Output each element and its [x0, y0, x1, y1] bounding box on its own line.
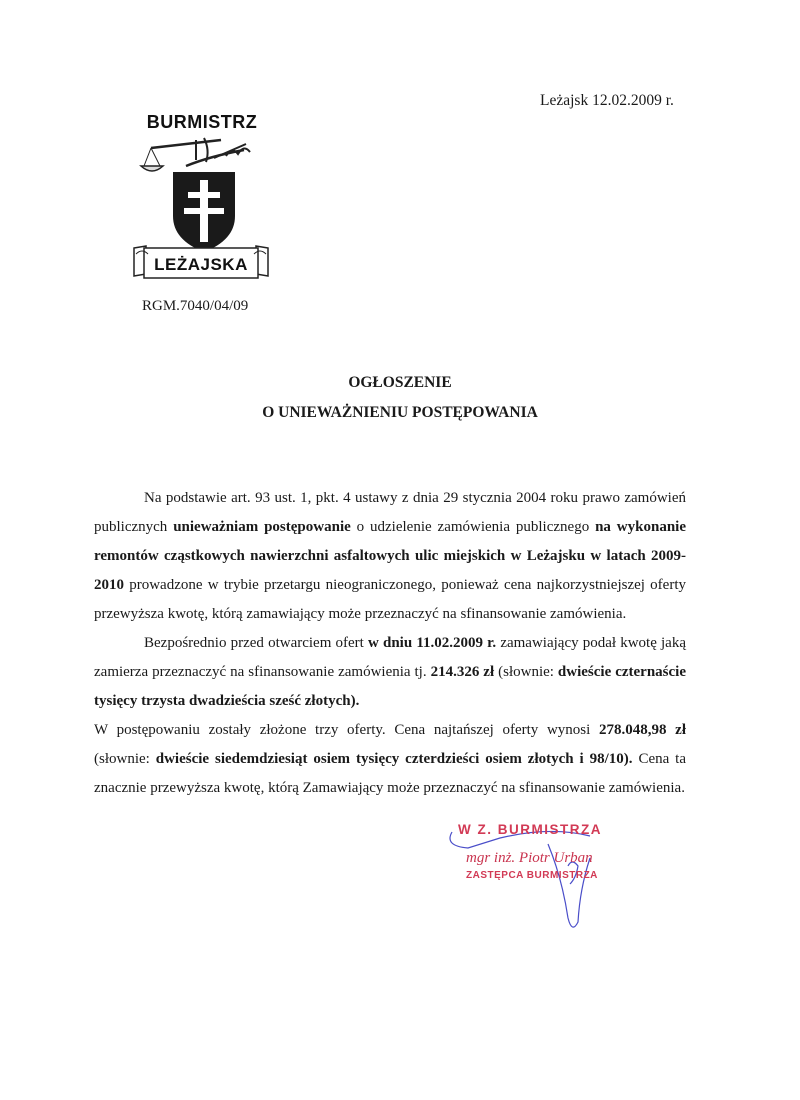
- paragraph-offers: [94, 716, 686, 803]
- emblem-banner-text: LEŻAJSKA: [154, 255, 248, 274]
- bold-span: 214.326 zł: [430, 664, 495, 680]
- bold-span: dwieście czternaście tysięcy trzysta dwadzieścia sześć złotych).: [94, 664, 687, 709]
- text-span: (słownie:: [494, 664, 558, 680]
- text-span: Bezpośrednio przed otwarciem ofert: [144, 635, 368, 651]
- text-span: W postępowaniu zostały złożone trzy oferty. Cena najtańszej oferty wynosi: [94, 722, 599, 738]
- text-span: prowadzone w trybie przetargu nieograniczonego, ponieważ cena najkorzystniejszej oferty przewyższa kwotę, którą zamawiający może przeznaczyć na sfinansowanie zamówienia.: [94, 577, 686, 622]
- document-subtitle: O UNIEWAŻNIENIU POSTĘPOWANIA: [262, 404, 538, 421]
- bold-span: na wykonanie remontów cząstkowych nawierzchni asfaltowych ulic miejskich w Leżajsku w latach 2009-2010: [94, 519, 686, 593]
- stamp-name: mgr inż. Piotr Urban: [466, 850, 593, 866]
- stamp-title: W Z. BURMISTRZA: [458, 822, 602, 837]
- text-span: (słownie:: [94, 751, 156, 767]
- reference-number: RGM.7040/04/09: [142, 298, 249, 314]
- paragraph-budget: [94, 629, 686, 716]
- text-span: zamawiający podał kwotę jaką zamierza przeznaczyć na sfinansowanie zamówienia tj.: [94, 635, 686, 680]
- text-span: Na podstawie art. 93 ust. 1, pkt. 4 ustawy z dnia 29 stycznia 2004 roku prawo zamówień publicznych: [94, 490, 686, 535]
- document-title: OGŁOSZENIE: [348, 374, 452, 391]
- place-date: Leżajsk 12.02.2009 r.: [540, 92, 674, 109]
- emblem-title: BURMISTRZ: [146, 112, 258, 132]
- bold-span: 278.048,98 zł: [598, 722, 686, 738]
- document-body: [94, 484, 686, 803]
- mayor-emblem: [126, 112, 276, 277]
- bold-span: w dniu 11.02.2009 r.: [368, 635, 497, 651]
- official-stamp: [440, 818, 640, 938]
- bold-span: unieważniam postępowanie: [173, 519, 351, 535]
- stamp-role: ZASTĘPCA BURMISTRZA: [466, 870, 598, 881]
- text-span: Cena ta znacznie przewyższa kwotę, którą Zamawiający może przeznaczyć na sfinansowanie zamówienia.: [94, 751, 687, 796]
- bold-span: dwieście siedemdziesiąt osiem tysięcy czterdzieści osiem złotych i 98/10).: [155, 751, 633, 767]
- text-span: o udzielenie zamówienia publicznego: [350, 519, 596, 535]
- paragraph-annulment: [94, 484, 686, 629]
